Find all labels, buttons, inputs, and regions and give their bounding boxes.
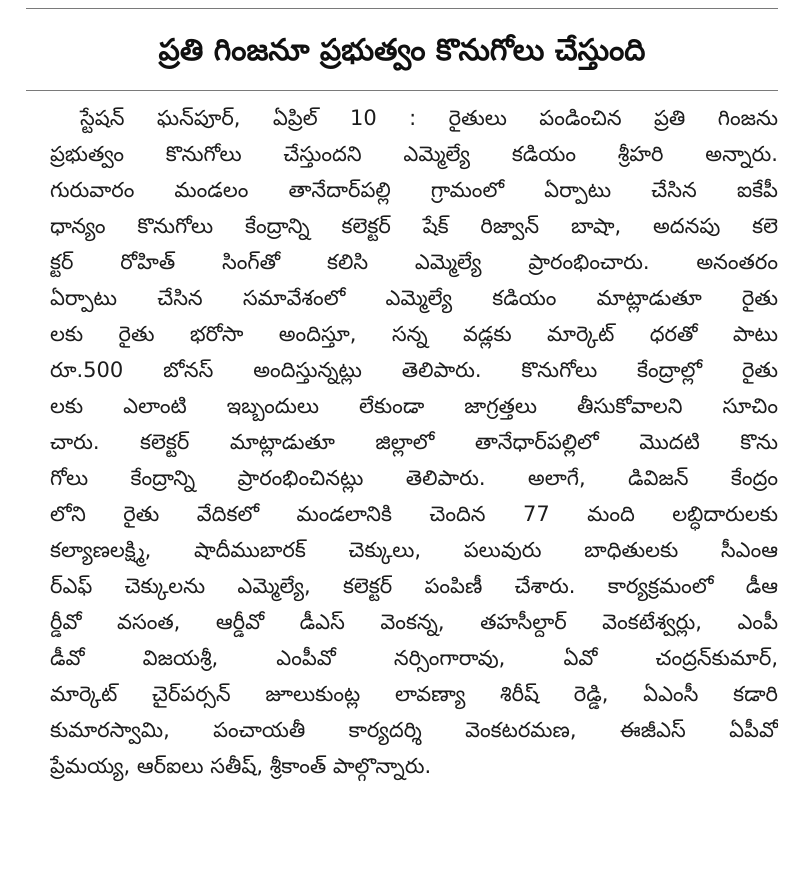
article-line: చారు. కలెక్టర్ మాట్లాడుతూ జిల్లాలో తానేధార్‌పల్లిలో మొదటి కొను [50,430,778,454]
article-line: గురువారం మండలం తానేదార్‌పల్లి గ్రామంలో ఏర్పాటు చేసిన ఐకేపీ [50,178,778,202]
article-line: ఏర్పాటు చేసిన సమావేశంలో ఎమ్మెల్యే కడియం మాట్లాడుతూ రైతు [50,286,778,310]
article-line: ప్రేమయ్య, ఆర్ఐలు సతీష్, శ్రీకాంత్ పాల్గొన్నారు. [50,754,432,778]
article-line: లోని రైతు వేదికలో మండలానికి చెందిన 77 మంది లబ్ధిదారులకు [50,502,778,526]
article-line: రూ.500 బోనస్ అందిస్తున్నట్లు తెలిపారు. కొనుగోలు కేంద్రాల్లో రైతు [50,358,778,382]
article-line: స్టేషన్ ఘన్‌పూర్, ఏప్రిల్ 10 : రైతులు పండించిన ప్రతి గింజను [80,106,778,130]
article-line: ర్ఎఫ్ చెక్కులను ఎమ్మెల్యే, కలెక్టర్ పంపిణీ చేశారు. కార్యక్రమంలో డీఆ [50,574,778,598]
article-body [50,100,778,868]
article-line: డీవో విజయశ్రీ, ఎంపీవో నర్సింగారావు, ఏవో చంద్రన్‌కుమార్, [50,646,778,670]
article-line: ప్రభుత్వం కొనుగోలు చేస్తుందని ఎమ్మెల్యే కడియం శ్రీహరి అన్నారు. [50,142,778,166]
article-line: లకు రైతు భరోసా అందిస్తూ, సన్న వడ్లకు మార్కెట్ ధరతో పాటు [50,322,778,346]
article-line: క్టర్ రోహిత్ సింగ్‌తో కలిసి ఎమ్మెల్యే ప్రారంభించారు. అనంతరం [50,250,778,274]
article-line: ధాన్యం కొనుగోలు కేంద్రాన్ని కలెక్టర్ షేక్ రిజ్వాన్ బాషా, అదనపు కలె [50,214,778,238]
article-line: లకు ఎలాంటి ఇబ్బందులు లేకుండా జాగ్రత్తలు తీసుకోవాలని సూచిం [50,394,778,418]
article-line: గోలు కేంద్రాన్ని ప్రారంభించినట్లు తెలిపారు. అలాగే, డివిజన్ కేంద్రం [50,466,778,490]
article-line: ర్డీవో వసంత, ఆర్డీవో డీఎస్ వెంకన్న, తహసీల్దార్ వెంకటేశ్వర్లు, ఎంపీ [50,610,778,634]
headline-rule [26,90,778,91]
article-line: కల్యాణలక్ష్మి, షాదీముబారక్ చెక్కులు, పలువురు బాధితులకు సీఎంఆ [50,538,778,562]
article-line: కుమారస్వామి, పంచాయతీ కార్యదర్శి వెంకటరమణ, ఈజీఎస్ ఏపీవో [50,718,778,742]
top-rule [26,8,778,9]
headline: ప్రతి గింజనూ ప్రభుత్వం కొనుగోలు చేస్తుంది [158,33,646,68]
article-line: మార్కెట్ చైర్‌పర్సన్ జూలుకుంట్ల లావణ్యా శిరీష్ రెడ్డి, ఏఎంసీ కడారి [50,682,778,706]
